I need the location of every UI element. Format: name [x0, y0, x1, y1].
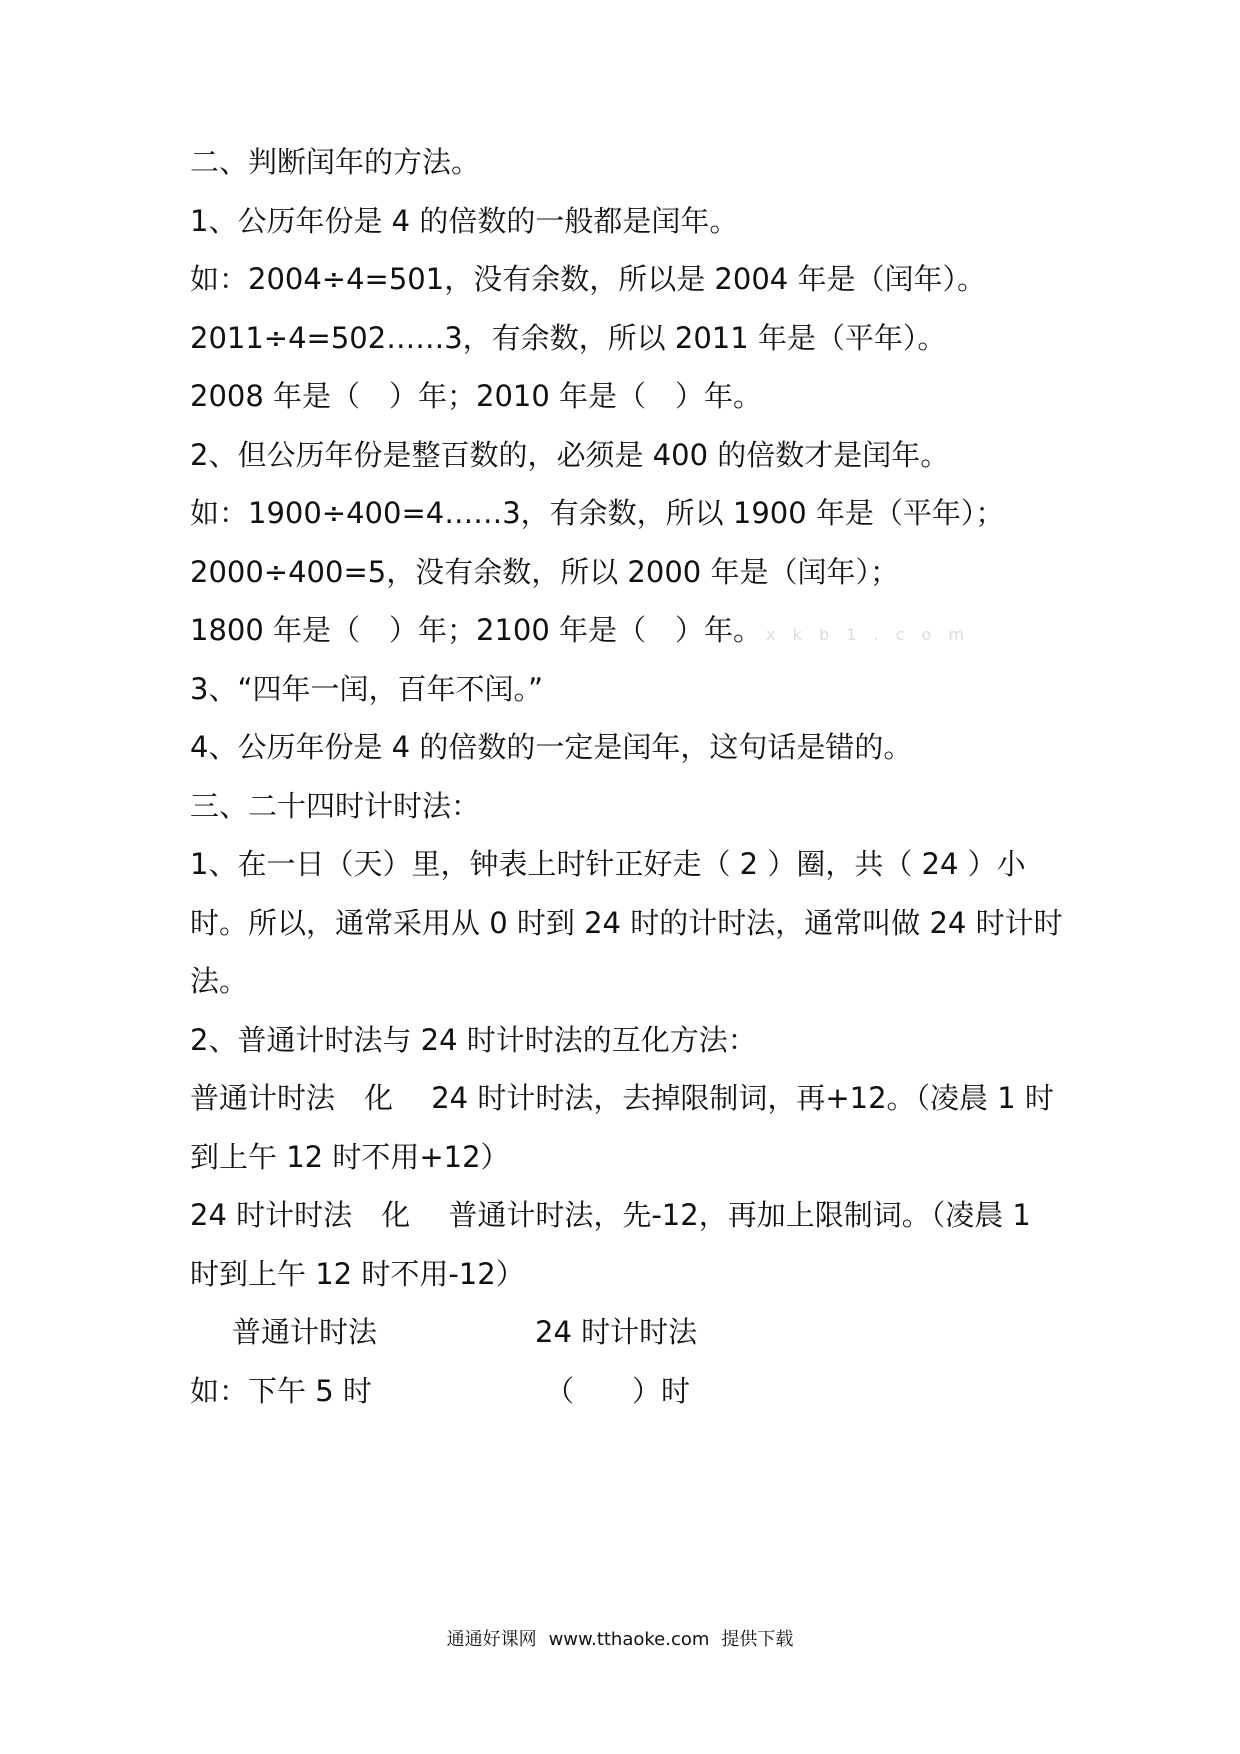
leap-example-2004: 如：2004÷4=501，没有余数，所以是 2004 年是（闰年）。 — [190, 262, 986, 296]
question-text: 1800 年是（ ）年；2100 年是（ ）年。 — [190, 613, 763, 647]
clock-rule-1-line-1: 1、在一日（天）里，钟表上时针正好走（ 2 ）圈，共（ 24 ）小 — [190, 847, 1026, 881]
leap-example-2011: 2011÷4=502……3，有余数，所以 2011 年是（平年）。 — [190, 321, 947, 355]
footer-site-name: 通通好课网 — [446, 1629, 537, 1650]
leap-question-1800-2100 — [190, 610, 970, 655]
leap-example-1900: 如：1900÷400=4……3，有余数，所以 1900 年是（平年）； — [190, 496, 1005, 530]
leap-rule-1: 1、公历年份是 4 的倍数的一般都是闰年。 — [190, 204, 739, 238]
watermark-text: x k b 1 . c o m — [766, 625, 970, 644]
page-footer — [0, 1628, 1240, 1652]
clock-section-title: 三、二十四时计时法： — [190, 789, 481, 823]
leap-rule-4: 4、公历年份是 4 的倍数的一定是闰年，这句话是错的。 — [190, 730, 913, 764]
conversion-rule-1-line-2: 到上午 12 时不用+12） — [190, 1140, 510, 1174]
leap-rule-3: 3、“四年一闰，百年不闰。” — [190, 672, 543, 706]
table-header-normal: 普通计时法 — [232, 1315, 378, 1349]
example-24h-blank: （ ）时 — [545, 1374, 691, 1408]
clock-rule-2: 2、普通计时法与 24 时计时法的互化方法： — [190, 1023, 757, 1057]
leap-rule-2: 2、但公历年份是整百数的，必须是 400 的倍数才是闰年。 — [190, 438, 950, 472]
conversion-rule-1-line-1: 普通计时法 化 24 时计时法，去掉限制词，再+12。（凌晨 1 时 — [190, 1081, 1054, 1115]
footer-url[interactable]: www.tthaoke.com — [548, 1629, 710, 1650]
leap-question-2008-2010: 2008 年是（ ）年；2010 年是（ ）年。 — [190, 379, 763, 413]
footer-suffix: 提供下载 — [721, 1629, 794, 1650]
conversion-rule-2-line-1: 24 时计时法 化 普通计时法，先-12，再加上限制词。（凌晨 1 — [190, 1198, 1031, 1232]
clock-rule-1-line-2: 时。所以，通常采用从 0 时到 24 时的计时法，通常叫做 24 时计时 — [190, 906, 1063, 940]
clock-rule-1-line-3: 法。 — [190, 964, 249, 998]
leap-section-title: 二、判断闰年的方法。 — [190, 145, 481, 179]
conversion-rule-2-line-2: 时到上午 12 时不用-12） — [190, 1257, 525, 1291]
example-normal-time: 如：下午 5 时 — [190, 1374, 372, 1408]
leap-example-2000: 2000÷400=5，没有余数，所以 2000 年是（闰年）； — [190, 555, 899, 589]
table-header-24h: 24 时计时法 — [535, 1315, 698, 1349]
